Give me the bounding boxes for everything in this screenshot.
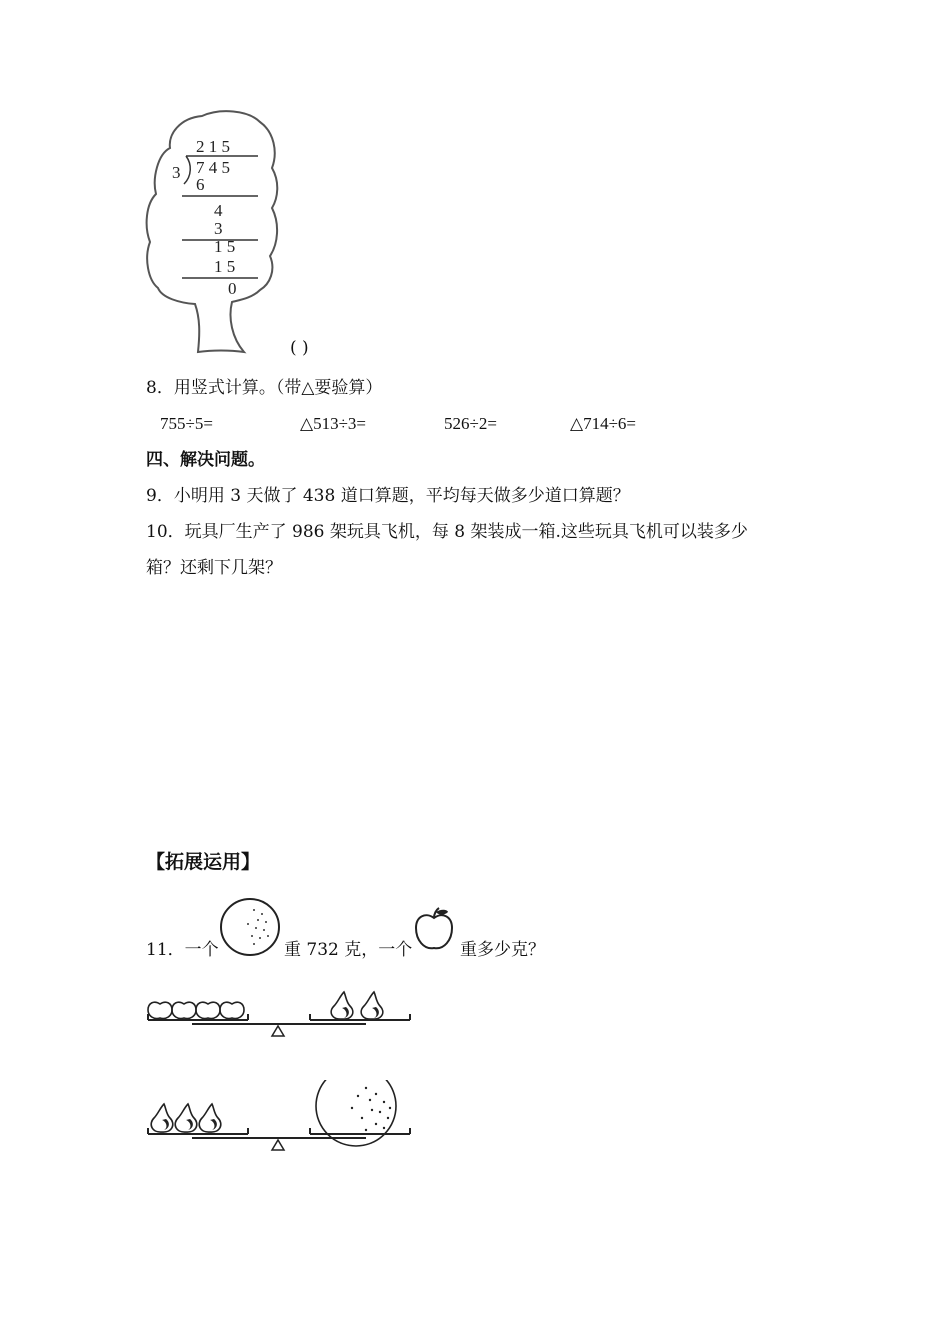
q10-line2: 箱？还剩下几架？	[146, 558, 282, 578]
q8-item-2: △513÷3=	[300, 414, 366, 433]
q11-part1: 11．一个	[146, 940, 219, 960]
orange-icon	[218, 896, 282, 962]
divisor-text: 3	[172, 163, 181, 182]
balance-scale-1	[144, 984, 416, 1048]
q9-text: 9．小明用 3 天做了 438 道口算题，平均每天做多少道口算题？	[146, 486, 630, 506]
tree-outline-graphic	[140, 108, 290, 358]
q11-part3: 重多少克？	[460, 940, 545, 960]
division-tree-figure	[140, 108, 290, 358]
step-6: 0	[228, 279, 237, 298]
step-5: 1 5	[214, 257, 236, 276]
section4-title: 四、解决问题。	[146, 450, 265, 470]
q8-items	[0, 412, 950, 436]
q8-item-1: 755÷5=	[160, 414, 213, 433]
answer-parentheses: ( )	[290, 338, 309, 358]
apple-icon	[412, 906, 456, 956]
q8-item-4: △714÷6=	[570, 414, 636, 433]
q11-part2: 重 732 克，一个	[284, 940, 413, 960]
dividend-text: 7 4 5	[196, 158, 230, 177]
quotient-text: 2 1 5	[196, 137, 230, 156]
balance-scale-2	[144, 1080, 416, 1164]
q10-line1: 10．玩具厂生产了 986 架玩具飞机，每 8 架装成一箱.这些玩具飞机可以装多少	[146, 522, 748, 542]
step-1: 6	[196, 175, 205, 194]
step-3: 3	[214, 219, 223, 238]
extension-title: 【拓展运用】	[146, 851, 261, 873]
step-4: 1 5	[214, 237, 236, 256]
q8-title: 8．用竖式计算。（带△要验算）	[146, 378, 383, 398]
step-2: 4	[214, 201, 223, 220]
q8-item-3: 526÷2=	[444, 414, 497, 433]
